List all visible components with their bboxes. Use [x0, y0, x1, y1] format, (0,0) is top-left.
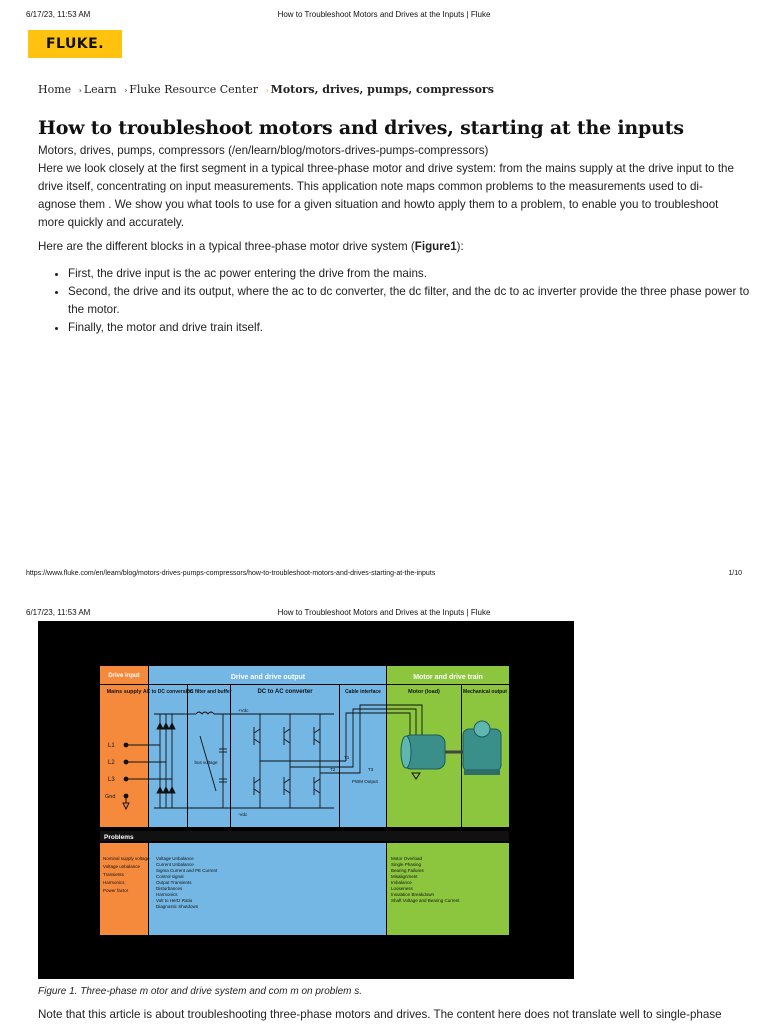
print-title: How to Troubleshoot Motors and Drives at the Inputs | Fluke: [277, 10, 491, 19]
problem-item: Control signal: [156, 874, 184, 879]
note-paragraph: Note that this article is about troubleshooting three-phase motors and drives. The content here does not translate well to single-phase: [38, 1008, 722, 1021]
dcfilter-column: [188, 685, 230, 827]
problems-bar: [100, 831, 509, 841]
footer-page: 1/10: [728, 570, 742, 577]
chevron-right-icon: ›: [124, 86, 128, 95]
logo-text: FLUKE.: [45, 36, 105, 52]
breadcrumb-home[interactable]: Home: [38, 83, 72, 96]
problem-item: Harmonics: [156, 892, 178, 897]
drive-output-label: Drive and drive output: [230, 674, 306, 681]
breadcrumb-learn[interactable]: Learn: [83, 83, 117, 96]
label-t1: T1: [344, 755, 350, 760]
problem-item: Volt to Hertz Ratio: [156, 898, 193, 903]
problem-item: Nominal supply voltage: [103, 856, 150, 861]
figure-caption: Figure 1. Three-phase m otor and drive system and com m on problem s.: [38, 986, 363, 997]
label-gnd: Gnd: [105, 794, 116, 800]
fluke-logo[interactable]: [28, 30, 122, 58]
problem-item: Insulation Breakdown: [391, 892, 435, 897]
figure-1: [38, 621, 574, 979]
problem-item: Misalignment: [391, 874, 418, 879]
problem-item: Harmonics: [103, 880, 125, 885]
subhead-mech: Mechanical output: [463, 689, 507, 695]
page-title: How to troubleshoot motors and drives, starting at the inputs: [38, 117, 684, 139]
problem-item: Current Unbalance: [156, 862, 194, 867]
subhead-cable: Cable interface: [345, 689, 381, 695]
subhead-acdc: AC to DC conversion: [142, 689, 194, 695]
print-date: 6/17/23, 11:53 AM: [26, 608, 91, 617]
subhead-dcac: DC to AC converter: [257, 689, 313, 695]
breadcrumb: [38, 83, 494, 96]
list-item: • Second, the drive and its output, where the ac to dc converter, the dc filter, and the dc to ac inverter provide the three phase power to the motor.: [68, 283, 758, 319]
subhead-motor: Motor (load): [408, 689, 440, 695]
chevron-right-icon: ›: [78, 86, 82, 95]
label-l1: L1: [108, 743, 115, 749]
chevron-right-icon: ›: [265, 86, 269, 95]
problem-item: Voltage unbalance: [103, 864, 141, 869]
subhead-mains: Mains supply: [106, 689, 142, 695]
problem-item: Transients: [103, 872, 124, 877]
motor-drive-diagram: [38, 621, 574, 979]
figure-ref: Figure1: [414, 240, 457, 253]
label-bus-voltage: bus voltage: [194, 760, 218, 765]
problem-item: Imbalance: [391, 880, 412, 885]
label-l2: L2: [108, 760, 115, 766]
problem-item: Power factor: [103, 888, 129, 893]
problems-title: Problems: [104, 834, 134, 841]
blocks-intro-end: ):: [456, 240, 464, 253]
label-vdc-neg: -Vdc: [238, 812, 248, 817]
problem-item: Sigma Current and PE Current: [156, 868, 218, 873]
problem-item: Voltage Unbalance: [156, 856, 194, 861]
label-t3: T3: [368, 767, 374, 772]
breadcrumb-current: Motors, drives, pumps, compressors: [270, 83, 494, 96]
label-pwm-output: PWM Output: [352, 779, 378, 784]
subhead-dcfilter: DC filter and buffer: [186, 689, 232, 695]
problem-item: Diagnostic Shutdown: [156, 904, 199, 909]
footer-url: https://www.fluke.com/en/learn/blog/motors-drives-pumps-compressors/how-to-troubleshoot-motors-and-drives-starting-at-the-inputs: [26, 570, 436, 577]
motor-train-label: Motor and drive train: [413, 674, 483, 681]
problem-item: Single Phasing: [391, 862, 422, 867]
dcac-column: [231, 685, 339, 827]
print-date: 6/17/23, 11:53 AM: [26, 10, 91, 19]
problem-item: Shaft Voltage and Bearing Current: [391, 898, 460, 903]
blocks-intro-text: Here are the different blocks in a typical three-phase motor drive system (: [38, 240, 415, 253]
print-title: How to Troubleshoot Motors and Drives at the Inputs | Fluke: [277, 608, 491, 617]
problem-item: Disturbances: [156, 886, 183, 891]
acdc-column: [149, 685, 187, 827]
intro-paragraph: Here we look closely at the first segment in a typical three-phase motor and drive system: from the mains supply at the drive input to the drive itself, concentrating on input measurements. This application note maps common problems to the measurements used to di-agnose them . We show you what tools to use for a given situation and howto apply them to a problem, to enable you to troubleshoot more quickly and accurately.: [38, 162, 734, 229]
label-vdc-pos: +Vdc: [238, 708, 249, 713]
problem-item: Looseness: [391, 886, 413, 891]
problem-item: Bearing Failures: [391, 868, 424, 873]
blocks-intro: [38, 238, 738, 256]
list-item: • Finally, the motor and drive train itself.: [68, 319, 758, 337]
drive-input-label: Drive input: [108, 673, 140, 679]
label-t2: T2: [330, 767, 336, 772]
list-item: • First, the drive input is the ac power entering the drive from the mains.: [68, 265, 758, 283]
blocks-list: [52, 265, 758, 337]
article-tags[interactable]: Motors, drives, pumps, compressors (/en/learn/blog/motors-drives-pumps-compressors): [38, 144, 489, 157]
gearbox-icon: [463, 721, 501, 775]
problem-item: Motor Overload: [391, 856, 423, 861]
label-l3: L3: [108, 777, 115, 783]
problem-item: Output Transients: [156, 880, 192, 885]
breadcrumb-resource-center[interactable]: Fluke Resource Center: [129, 83, 258, 96]
